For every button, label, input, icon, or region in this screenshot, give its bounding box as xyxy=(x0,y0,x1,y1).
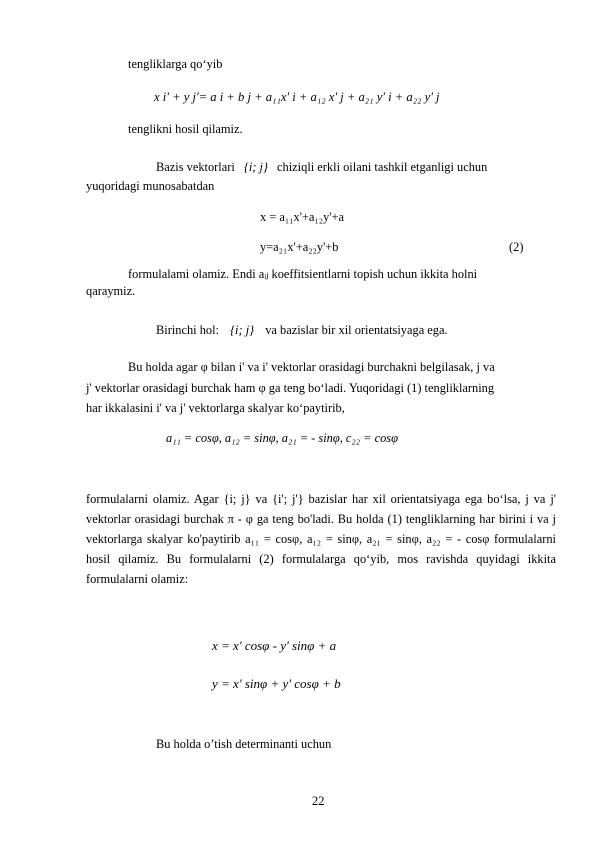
equation: y=a₂₁x'+a₂₂y'+b xyxy=(260,240,339,254)
text-line: Bu holda agar φ bilan i' va i' vektorlar orasidagi burchakni belgilasak, j va xyxy=(128,360,495,374)
text-line xyxy=(156,160,487,175)
text-line xyxy=(156,323,448,338)
equation: x = a₁₁x'+a₁₂y'+a xyxy=(260,210,344,224)
text-span: Bazis vektorlari xyxy=(156,160,235,174)
paragraph: formulalarni olamiz. Agar {i; j} va {i'; j'} bazislar har xil orientatsiyaga ega bo‘lsa, j va j' vektorlar orasidagi burchak π - φ ga teng bo'ladi. Bu holda (1) tengliklarning har birini i va j vektorlarga skalyar ko'paytirib a₁₁ = cosφ, a₁₂ = sinφ, a₂₁ = sinφ, a₂₂ = - cosφ formulalarni hosil qilamiz. Bu formulalarni (2) formulalarga qo‘yib, mos ravishda quyidagi ikkita formulalarni olamiz: xyxy=(86,492,556,586)
text-line: tengliklarga qo‘yib xyxy=(128,57,223,71)
text-line: yuqoridagi munosabatdan xyxy=(86,179,215,193)
text-line: formulalami olamiz. Endi aᵢⱼ koeffitsientlarni topish uchun ikkita holni xyxy=(128,267,478,281)
basis-symbol: {i; j} xyxy=(230,323,255,337)
basis-symbol: {i; j} xyxy=(243,160,268,174)
formula: a₁₁ = cosφ, a₁₂ = sinφ, a₂₁ = - sinφ, c₂₂ = cosφ xyxy=(166,431,398,445)
text-line: tenglikni hosil qilamiz. xyxy=(128,122,243,136)
equation-number: (2) xyxy=(509,240,524,254)
text-line: j' vektorlar orasidagi burchak ham φ ga teng bo‘ladi. Yuqoridagi (1) tengliklarning xyxy=(86,381,495,395)
page-number: 22 xyxy=(312,794,325,808)
text-span: va bazislar bir xil orientatsiyaga ega. xyxy=(265,323,448,337)
formula: x = x' cosφ - y' sinφ + a xyxy=(212,638,337,653)
text-span: chiziqli erkli oilani tashkil etganligi uchun xyxy=(277,160,488,174)
text-line: Bu holda o’tish determinanti uchun xyxy=(156,737,332,751)
text-line: har ikkalasini i' va j' vektorlarga skalyar ko‘paytirib, xyxy=(86,401,345,415)
formula: y = x' sinφ + y' cosφ + b xyxy=(212,676,341,691)
text-span: Birinchi hol: xyxy=(156,323,219,337)
formula: x i' + y j'= a i + b j + a₁₁x' i + a₁₂ x' j + a₂₁ y' i + a₂₂ y' j xyxy=(154,90,440,104)
text-line: qaraymiz. xyxy=(86,284,136,298)
